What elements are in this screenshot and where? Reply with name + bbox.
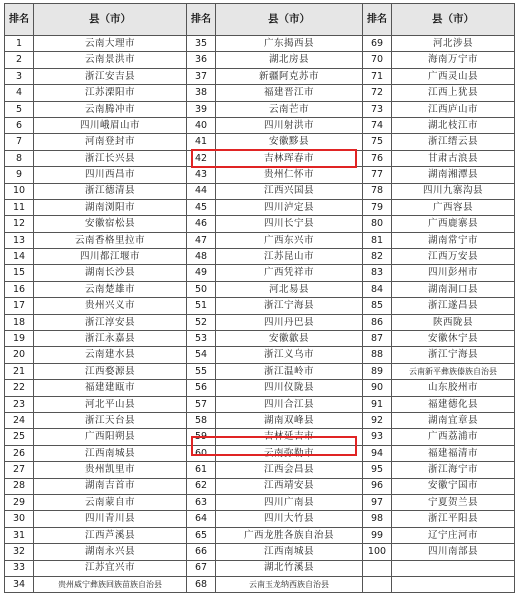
- county-cell: 云南景洪市: [34, 52, 187, 68]
- county-cell: 海南万宁市: [392, 52, 515, 68]
- rank-cell: 45: [187, 199, 216, 215]
- rank-cell: 1: [5, 36, 34, 52]
- county-cell: 四川九寨沟县: [392, 183, 515, 199]
- county-cell: 浙江遂昌县: [392, 298, 515, 314]
- rank-cell: 81: [363, 232, 392, 248]
- rank-cell: 58: [187, 412, 216, 428]
- rank-cell: 4: [5, 85, 34, 101]
- rank-cell: 32: [5, 544, 34, 560]
- county-cell: 广西灵山县: [392, 68, 515, 84]
- rank-cell: 23: [5, 396, 34, 412]
- rank-cell: 96: [363, 478, 392, 494]
- rank-cell: 38: [187, 85, 216, 101]
- table-row: [5, 150, 515, 166]
- rank-cell: 92: [363, 412, 392, 428]
- rank-cell: 83: [363, 265, 392, 281]
- county-cell: 甘肃古浪县: [392, 150, 515, 166]
- county-cell: 江苏溧阳市: [34, 85, 187, 101]
- table-row: [5, 36, 515, 52]
- county-cell: 浙江长兴县: [34, 150, 187, 166]
- county-cell: 广西鹿寨县: [392, 216, 515, 232]
- county-cell: 四川丹巴县: [216, 314, 363, 330]
- county-cell: 四川大竹县: [216, 511, 363, 527]
- table-row: [5, 380, 515, 396]
- table-row: [5, 199, 515, 215]
- rank-cell: 74: [363, 117, 392, 133]
- rank-cell: 61: [187, 462, 216, 478]
- county-cell: 四川峨眉山市: [34, 117, 187, 133]
- rank-cell: 5: [5, 101, 34, 117]
- county-cell: 四川长宁县: [216, 216, 363, 232]
- county-cell: 福建福清市: [392, 445, 515, 461]
- county-cell: 云南玉龙纳西族自治县: [216, 576, 363, 592]
- county-cell: 湖南双峰县: [216, 412, 363, 428]
- rank-cell: 99: [363, 527, 392, 543]
- county-cell: 浙江永嘉县: [34, 331, 187, 347]
- rank-cell: 62: [187, 478, 216, 494]
- rank-cell: 12: [5, 216, 34, 232]
- county-header: 县（市）: [34, 4, 187, 36]
- rank-cell: 86: [363, 314, 392, 330]
- county-cell: 浙江淳安县: [34, 314, 187, 330]
- county-cell: 湖南湘潭县: [392, 167, 515, 183]
- county-cell: 浙江海宁市: [392, 462, 515, 478]
- table-row: [5, 314, 515, 330]
- rank-cell: 64: [187, 511, 216, 527]
- rank-cell: 18: [5, 314, 34, 330]
- rank-cell: 21: [5, 363, 34, 379]
- rank-header: 排名: [187, 4, 216, 36]
- rank-cell: 80: [363, 216, 392, 232]
- rank-cell: 28: [5, 478, 34, 494]
- rank-cell: 37: [187, 68, 216, 84]
- county-cell: 江西南城县: [216, 544, 363, 560]
- county-cell: 湖北房县: [216, 52, 363, 68]
- table-row: [5, 249, 515, 265]
- table-row: [5, 511, 515, 527]
- rank-cell: 70: [363, 52, 392, 68]
- county-cell: 吉林珲春市: [216, 150, 363, 166]
- rank-cell: 67: [187, 560, 216, 576]
- county-cell: 四川南部县: [392, 544, 515, 560]
- ranking-table-container: [4, 3, 514, 606]
- county-cell: 浙江义乌市: [216, 347, 363, 363]
- county-cell: 江西靖安县: [216, 478, 363, 494]
- rank-cell: 56: [187, 380, 216, 396]
- county-cell: 四川仪陇县: [216, 380, 363, 396]
- county-cell: 江西上犹县: [392, 85, 515, 101]
- county-cell: 陕西陇县: [392, 314, 515, 330]
- rank-cell: 63: [187, 494, 216, 510]
- county-cell: [392, 576, 515, 592]
- rank-cell: 100: [363, 544, 392, 560]
- county-cell: 湖南永兴县: [34, 544, 187, 560]
- rank-cell: 59: [187, 429, 216, 445]
- rank-cell: 14: [5, 249, 34, 265]
- rank-cell: 98: [363, 511, 392, 527]
- rank-cell: 65: [187, 527, 216, 543]
- rank-cell: 68: [187, 576, 216, 592]
- rank-cell: 97: [363, 494, 392, 510]
- rank-cell: 17: [5, 298, 34, 314]
- county-cell: 广西龙胜各族自治县: [216, 527, 363, 543]
- rank-cell: 50: [187, 281, 216, 297]
- table-row: [5, 101, 515, 117]
- table-row: [5, 117, 515, 133]
- county-cell: 河北涉县: [392, 36, 515, 52]
- county-cell: 福建建瓯市: [34, 380, 187, 396]
- table-row: [5, 134, 515, 150]
- rank-cell: 2: [5, 52, 34, 68]
- rank-cell: 6: [5, 117, 34, 133]
- county-cell: 湖南常宁市: [392, 232, 515, 248]
- rank-header: 排名: [5, 4, 34, 36]
- rank-cell: 10: [5, 183, 34, 199]
- table-row: [5, 527, 515, 543]
- rank-cell: [363, 576, 392, 592]
- rank-cell: 60: [187, 445, 216, 461]
- county-cell: 云南新平彝族傣族自治县: [392, 363, 515, 379]
- county-cell: 辽宁庄河市: [392, 527, 515, 543]
- table-row: [5, 494, 515, 510]
- rank-cell: 89: [363, 363, 392, 379]
- rank-cell: 27: [5, 462, 34, 478]
- county-cell: 云南大理市: [34, 36, 187, 52]
- rank-cell: 25: [5, 429, 34, 445]
- county-cell: 贵州凯里市: [34, 462, 187, 478]
- table-row: [5, 429, 515, 445]
- rank-cell: 33: [5, 560, 34, 576]
- rank-cell: 54: [187, 347, 216, 363]
- rank-cell: 66: [187, 544, 216, 560]
- county-cell: 四川射洪市: [216, 117, 363, 133]
- county-cell: [392, 560, 515, 576]
- rank-cell: 30: [5, 511, 34, 527]
- table-row: [5, 183, 515, 199]
- rank-cell: 29: [5, 494, 34, 510]
- county-cell: 湖南吉首市: [34, 478, 187, 494]
- county-cell: 浙江宁海县: [392, 347, 515, 363]
- rank-cell: 93: [363, 429, 392, 445]
- county-cell: 湖北枝江市: [392, 117, 515, 133]
- county-cell: 浙江宁海县: [216, 298, 363, 314]
- rank-cell: 47: [187, 232, 216, 248]
- table-row: [5, 85, 515, 101]
- table-row: [5, 52, 515, 68]
- rank-cell: 20: [5, 347, 34, 363]
- county-cell: 广西凭祥市: [216, 265, 363, 281]
- county-cell: 浙江德清县: [34, 183, 187, 199]
- county-cell: 云南蒙自市: [34, 494, 187, 510]
- county-cell: 云南楚雄市: [34, 281, 187, 297]
- rank-cell: 71: [363, 68, 392, 84]
- rank-cell: 95: [363, 462, 392, 478]
- county-cell: 湖南浏阳市: [34, 199, 187, 215]
- rank-cell: 69: [363, 36, 392, 52]
- table-row: [5, 216, 515, 232]
- county-cell: 江西万安县: [392, 249, 515, 265]
- table-row: [5, 462, 515, 478]
- county-cell: 江西婺源县: [34, 363, 187, 379]
- rank-cell: 26: [5, 445, 34, 461]
- rank-cell: 39: [187, 101, 216, 117]
- rank-cell: 43: [187, 167, 216, 183]
- table-body: [5, 36, 515, 593]
- county-header: 县（市）: [216, 4, 363, 36]
- county-cell: 安徽黟县: [216, 134, 363, 150]
- rank-cell: 16: [5, 281, 34, 297]
- county-cell: 云南芒市: [216, 101, 363, 117]
- county-cell: 四川彭州市: [392, 265, 515, 281]
- rank-cell: 44: [187, 183, 216, 199]
- county-cell: 四川青川县: [34, 511, 187, 527]
- rank-cell: 24: [5, 412, 34, 428]
- county-cell: 江西庐山市: [392, 101, 515, 117]
- county-cell: 浙江天台县: [34, 412, 187, 428]
- table-row: [5, 232, 515, 248]
- county-cell: 云南弥勒市: [216, 445, 363, 461]
- rank-cell: 77: [363, 167, 392, 183]
- county-cell: 江苏昆山市: [216, 249, 363, 265]
- county-cell: 安徽宁国市: [392, 478, 515, 494]
- rank-cell: 35: [187, 36, 216, 52]
- table-row: [5, 412, 515, 428]
- rank-cell: 46: [187, 216, 216, 232]
- county-cell: 浙江安吉县: [34, 68, 187, 84]
- rank-cell: 88: [363, 347, 392, 363]
- county-cell: 贵州兴义市: [34, 298, 187, 314]
- rank-cell: 9: [5, 167, 34, 183]
- rank-cell: 8: [5, 150, 34, 166]
- county-cell: 广西东兴市: [216, 232, 363, 248]
- county-cell: 江西芦溪县: [34, 527, 187, 543]
- county-cell: 浙江平阳县: [392, 511, 515, 527]
- county-cell: 湖南长沙县: [34, 265, 187, 281]
- county-cell: 广东揭西县: [216, 36, 363, 52]
- county-ranking-table: [4, 3, 515, 593]
- rank-cell: 36: [187, 52, 216, 68]
- rank-cell: 15: [5, 265, 34, 281]
- table-row: [5, 560, 515, 576]
- rank-cell: 34: [5, 576, 34, 592]
- rank-cell: 57: [187, 396, 216, 412]
- rank-cell: 19: [5, 331, 34, 347]
- rank-cell: [363, 560, 392, 576]
- rank-cell: 55: [187, 363, 216, 379]
- county-cell: 四川西昌市: [34, 167, 187, 183]
- rank-cell: 13: [5, 232, 34, 248]
- rank-cell: 75: [363, 134, 392, 150]
- county-cell: 贵州仁怀市: [216, 167, 363, 183]
- table-row: [5, 331, 515, 347]
- table-row: [5, 544, 515, 560]
- table-row: [5, 347, 515, 363]
- rank-cell: 91: [363, 396, 392, 412]
- rank-cell: 94: [363, 445, 392, 461]
- rank-cell: 78: [363, 183, 392, 199]
- rank-cell: 3: [5, 68, 34, 84]
- rank-cell: 31: [5, 527, 34, 543]
- county-cell: 四川泸定县: [216, 199, 363, 215]
- county-cell: 安徽宿松县: [34, 216, 187, 232]
- table-row: [5, 281, 515, 297]
- rank-cell: 49: [187, 265, 216, 281]
- rank-cell: 48: [187, 249, 216, 265]
- county-cell: 湖南宜章县: [392, 412, 515, 428]
- rank-cell: 73: [363, 101, 392, 117]
- rank-cell: 11: [5, 199, 34, 215]
- rank-cell: 84: [363, 281, 392, 297]
- county-cell: 吉林延吉市: [216, 429, 363, 445]
- table-row: [5, 167, 515, 183]
- county-cell: 四川合江县: [216, 396, 363, 412]
- county-cell: 河北平山县: [34, 396, 187, 412]
- rank-cell: 82: [363, 249, 392, 265]
- table-header-row: [5, 4, 515, 36]
- rank-header: 排名: [363, 4, 392, 36]
- rank-cell: 79: [363, 199, 392, 215]
- county-cell: 浙江温岭市: [216, 363, 363, 379]
- rank-cell: 53: [187, 331, 216, 347]
- rank-cell: 41: [187, 134, 216, 150]
- table-row: [5, 445, 515, 461]
- rank-cell: 22: [5, 380, 34, 396]
- county-cell: 安徽歙县: [216, 331, 363, 347]
- rank-cell: 85: [363, 298, 392, 314]
- county-cell: 山东胶州市: [392, 380, 515, 396]
- table-row: [5, 576, 515, 592]
- rank-cell: 40: [187, 117, 216, 133]
- rank-cell: 7: [5, 134, 34, 150]
- rank-cell: 72: [363, 85, 392, 101]
- county-cell: 江西会昌县: [216, 462, 363, 478]
- table-row: [5, 68, 515, 84]
- county-cell: 福建晋江市: [216, 85, 363, 101]
- county-cell: 四川都江堰市: [34, 249, 187, 265]
- county-cell: 四川广南县: [216, 494, 363, 510]
- county-cell: 新疆阿克苏市: [216, 68, 363, 84]
- table-row: [5, 478, 515, 494]
- county-cell: 广西阳朔县: [34, 429, 187, 445]
- table-row: [5, 363, 515, 379]
- rank-cell: 42: [187, 150, 216, 166]
- county-cell: 湖北竹溪县: [216, 560, 363, 576]
- county-cell: 云南香格里拉市: [34, 232, 187, 248]
- rank-cell: 87: [363, 331, 392, 347]
- county-cell: 宁夏贺兰县: [392, 494, 515, 510]
- county-cell: 河南登封市: [34, 134, 187, 150]
- county-cell: 江西南城县: [34, 445, 187, 461]
- rank-cell: 52: [187, 314, 216, 330]
- county-cell: 江西兴国县: [216, 183, 363, 199]
- county-header: 县（市）: [392, 4, 515, 36]
- county-cell: 江苏宜兴市: [34, 560, 187, 576]
- table-row: [5, 298, 515, 314]
- table-row: [5, 265, 515, 281]
- county-cell: 河北易县: [216, 281, 363, 297]
- county-cell: 云南腾冲市: [34, 101, 187, 117]
- county-cell: 安徽休宁县: [392, 331, 515, 347]
- rank-cell: 76: [363, 150, 392, 166]
- county-cell: 云南建水县: [34, 347, 187, 363]
- county-cell: 浙江缙云县: [392, 134, 515, 150]
- county-cell: 广西荔浦市: [392, 429, 515, 445]
- county-cell: 湖南洞口县: [392, 281, 515, 297]
- table-row: [5, 396, 515, 412]
- county-cell: 福建德化县: [392, 396, 515, 412]
- county-cell: 广西容县: [392, 199, 515, 215]
- rank-cell: 90: [363, 380, 392, 396]
- rank-cell: 51: [187, 298, 216, 314]
- county-cell: 贵州威宁彝族回族苗族自治县: [34, 576, 187, 592]
